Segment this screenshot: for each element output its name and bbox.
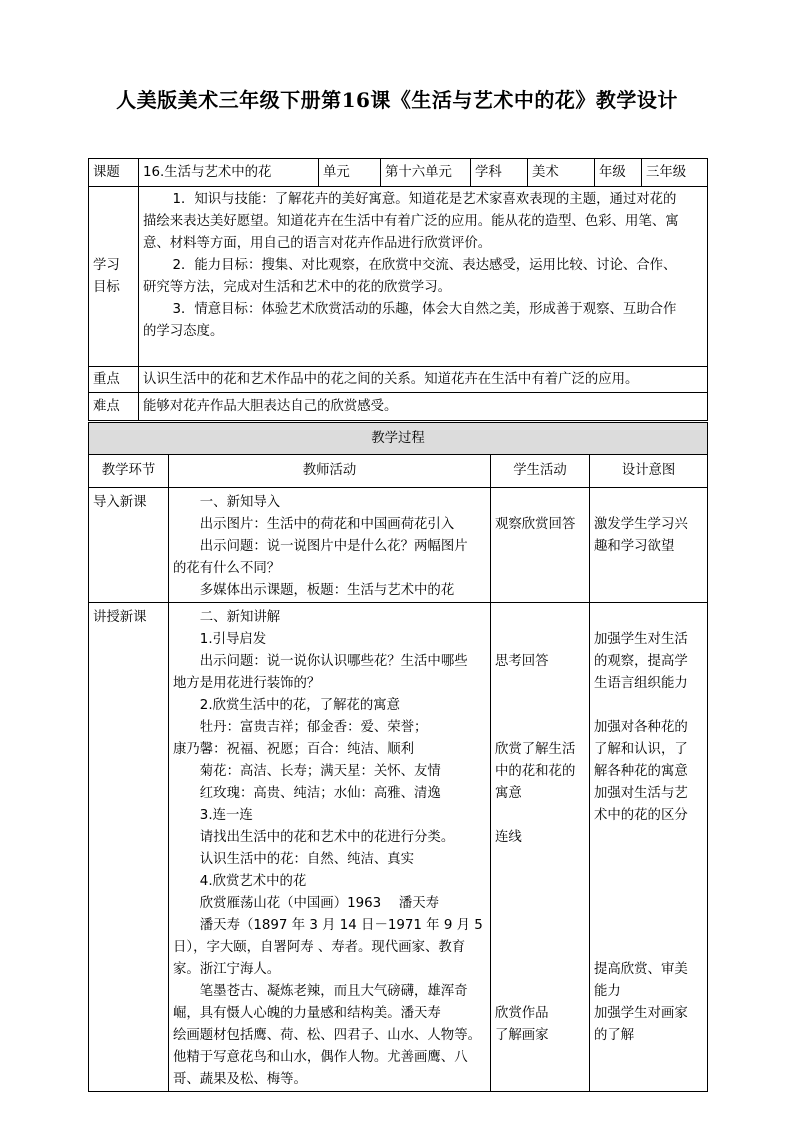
objective-line: 3．情意目标：体验艺术欣赏活动的乐趣，体会大自然之美，形成善于观察、互助合作 (172, 302, 677, 317)
objective-line: 的学习态度。 (143, 324, 224, 339)
process-banner: 教学过程 (89, 423, 708, 455)
label-unit: 单元 (319, 159, 381, 187)
value-topic: 16.生活与艺术中的花 (139, 159, 319, 187)
stage-intro: 导入新课 (89, 488, 169, 603)
student-lecture: 思考回答 欣赏了解生活 中的花和花的 寓意 连线 欣赏作品 了解画家 (491, 603, 590, 1092)
value-subject: 美术 (528, 159, 595, 187)
purpose-intro: 激发学生学习兴 趣和学习欲望 (590, 488, 708, 603)
label-grade: 年级 (595, 159, 642, 187)
header-purpose: 设计意图 (590, 455, 708, 488)
purpose-lecture: 加强学生对生活 的观察，提高学 生语言组织能力 加强对各种花的 了解和认识，了 解各种花的寓意 加强对生活与艺 术中的花的区分 提高欣赏、审美 能力 加强学生对画家 的了解 (590, 603, 708, 1092)
teacher-lecture: 二、新知讲解 1.引导启发 出示问题：说一说你认识哪些花？生活中哪些 地方是用花进行装饰的？ 2.欣赏生活中的花，了解花的寓意 牡丹：富贵吉祥；郁金香：爱、荣誉； 康乃馨：祝福、祝愿；百合：纯洁、顺利 菊花：高洁、长寿；满天星：关怀、友情 红玫瑰：高贵、纯洁；水仙：高雅、清逸 3.连一连 请找出生活中的花和艺术中的花进行分类。 认识生活中的花：自然、纯洁、真实 4.欣赏艺术中的花 欣赏雁荡山花（中国画）1963 潘天寿 潘天寿（1897 年 3 月 14 日－1971 年 9 月 5 日），字大颐，自署阿寿 、寿者。现代画家、教育 家。浙江宁海人。 笔墨苍古、凝炼老辣，而且大气磅礴，雄浑奇 崛，具有慑人心魄的力量感和结构美。潘天寿 绘画题材包括鹰、荷、松、四君子、山水、人物等。 他精于写意花鸟和山水，偶作人物。尤善画鹰、八 哥、蔬果及松、梅等。 (169, 603, 491, 1092)
lesson-info-table (88, 158, 708, 421)
header-teacher: 教师活动 (169, 455, 491, 488)
key-point-text: 认识生活中的花和艺术作品中的花之间的关系。知道花卉在生活中有着广泛的应用。 (139, 367, 708, 393)
student-intro: 观察欣赏回答 (491, 488, 590, 603)
table-row (89, 603, 708, 1092)
student-activity-3: 连线 (495, 830, 522, 845)
table-row (89, 488, 708, 603)
header-stage: 教学环节 (89, 455, 169, 488)
teacher-intro: 一、新知导入 出示图片：生活中的荷花和中国画荷花引入 出示问题：说一说图片中是什么花？两幅图片 的花有什么不同？ 多媒体出示课题，板题：生活与艺术中的花 (169, 488, 491, 603)
teaching-process-table (88, 422, 708, 1092)
label-subject: 学科 (471, 159, 528, 187)
label-topic: 课题 (89, 159, 139, 187)
objective-line: 1．知识与技能：了解花卉的美好寓意。知道花是艺术家喜欢表现的主题，通过对花的 (172, 192, 677, 207)
page-title: 人美版美术三年级下册第16课《生活与艺术中的花》教学设计 (116, 88, 678, 112)
objective-line: 2．能力目标：搜集、对比观察，在欣赏中交流、表达感受，运用比较、讨论、合作、 (172, 258, 677, 273)
objective-line: 意、材料等方面，用自己的语言对花卉作品进行欣赏评价。 (143, 236, 492, 251)
objective-line: 描绘来表达美好愿望。知道花卉在生活中有着广泛的应用。能从花的造型、色彩、用笔、寓 (143, 214, 679, 229)
value-unit: 第十六单元 (381, 159, 471, 187)
value-grade: 三年级 (642, 159, 708, 187)
label-difficulty: 难点 (89, 393, 139, 421)
difficulty-text: 能够对花卉作品大胆表达自己的欣赏感受。 (139, 393, 708, 421)
label-objectives: 学习 目标 (89, 187, 139, 367)
header-student: 学生活动 (491, 455, 590, 488)
stage-lecture: 讲授新课 (89, 603, 169, 1092)
student-activity-1: 思考回答 (495, 654, 549, 669)
objective-line: 研究等方法，完成对生活和艺术中的花的欣赏学习。 (143, 280, 451, 295)
label-key-point: 重点 (89, 367, 139, 393)
objectives-content (139, 187, 708, 367)
